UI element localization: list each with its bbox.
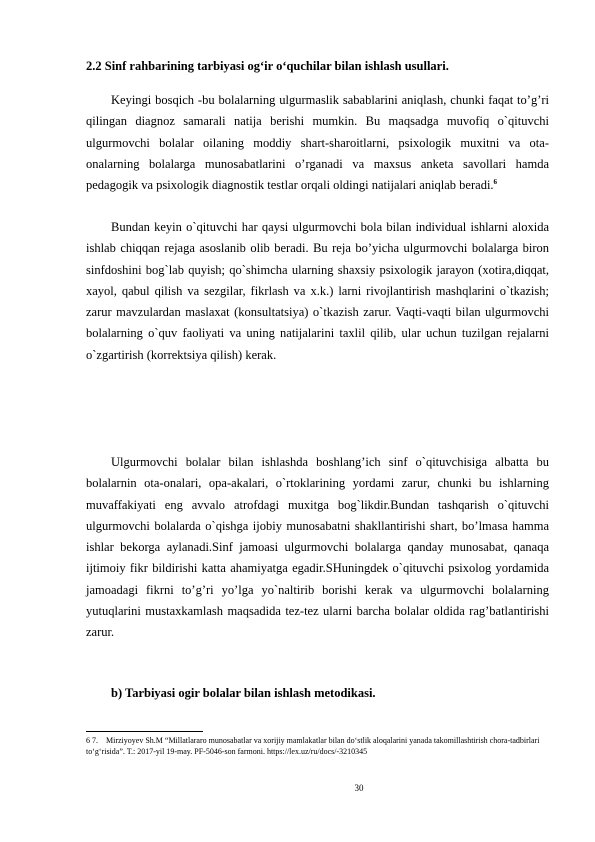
paragraph-1 bbox=[86, 90, 549, 196]
section-heading: 2.2 Sinf rahbarining tarbiyasi og‘ir o‘quchilar bilan ishlash usullari. bbox=[86, 59, 449, 73]
paragraph-2: Bundan keyin o`qituvchi har qaysi ulgurmovchi bola bilan individual ishlarni aloxida ishlab chiqqan rejaga asoslanib olib beradi. Bu reja bo’yicha ulgurmovchi bolalarga biron sinfdoshini bog`lab quyish; qo`shimcha ularning shaxsiy psixologik jarayon (xotira,diqqat, xayol, qabul qilish va sezgilar, fikrlash va x.k.) larni rivojlantirish mashqlarini o`tkazish; zarur mavzulardan maslaxat (konsultatsiya) o`tkazish zarur. Vaqti-vaqti bilan ulgurmovchi bolalarning o`quv faoliyati va uning natijalarini taxlil qilib, ular uchun tuzilgan rejalarni o`zgartirish (korrektsiya qilish) kerak. bbox=[86, 220, 549, 362]
footnote-divider bbox=[86, 731, 203, 732]
footnote-marker: 6 7. bbox=[86, 736, 98, 745]
footnote bbox=[86, 736, 549, 757]
paragraph-1-text: Keyingi bosqich -bu bolalarning ulgurmaslik sabablarini aniqlash, chunki faqat to’g’ri qilingan diagnoz samarali natija berishi mumkin. Bu maqsadga muvofiq o`qituvchi ulgurmovchi bolalar oilaning moddiy shart-sharoitlarni, psixologik muxitni va ota-onalarning bolalarga munosabatlarini o’rganadi va maxsus anketa savollari hamda pedagogik va psixologik diagnostik testlar orqali oldingi natijalari aniqlab beradi. bbox=[86, 93, 549, 193]
subsection-heading: b) Tarbiyasi ogir bolalar bilan ishlash metodikasi. bbox=[111, 686, 376, 700]
page-number: 30 bbox=[354, 783, 364, 793]
footnote-reference[interactable]: 6 bbox=[493, 178, 498, 187]
paragraph-3: Ulgurmovchi bolalar bilan ishlashda boshlang’ich sinf o`qituvchisiga albatta bu bolalarnin ota-onalari, opa-akalari, o`rtoklarining yordami zarur, chunki bu ishlarning muvaffakiyati eng avvalo atrofdagi muxitga bog`likdir.Bundan tashqarish o`qituvchi ulgurmovchi bolalarda o`qishga ijobiy munosabatni shakllantirishi shart, bo’lmasa hamma ishlar bekorga aylanadi.Sinf jamoasi ulgurmovchi bolalarga qanday munosabat, qanaqa ijtimoiy fikr bildirishi katta ahamiyatga egadir.SHuningdek o`qituvchi psixolog yordamida jamoadagi fikrni to’g’ri yo’lga yo`naltirib borishi kerak va ulgurmovchi bolalarning yutuqlarini mustaxkamlash maqsadida tez-tez ularni barcha bolalar oldida rag’batlantirishi zarur. bbox=[86, 455, 549, 640]
footnote-text: Mirziyoyev Sh.M “Millatlararo munosabatlar va xorijiy mamlakatlar bilan do‘stlik aloqalarini yanada takomillashtirish chora-tadbirlari to‘g‘risida”. T.: 2017-yil 19-may. PF-5046-son farmoni. https://lex.uz/ru/docs/-3210345 bbox=[86, 736, 540, 756]
